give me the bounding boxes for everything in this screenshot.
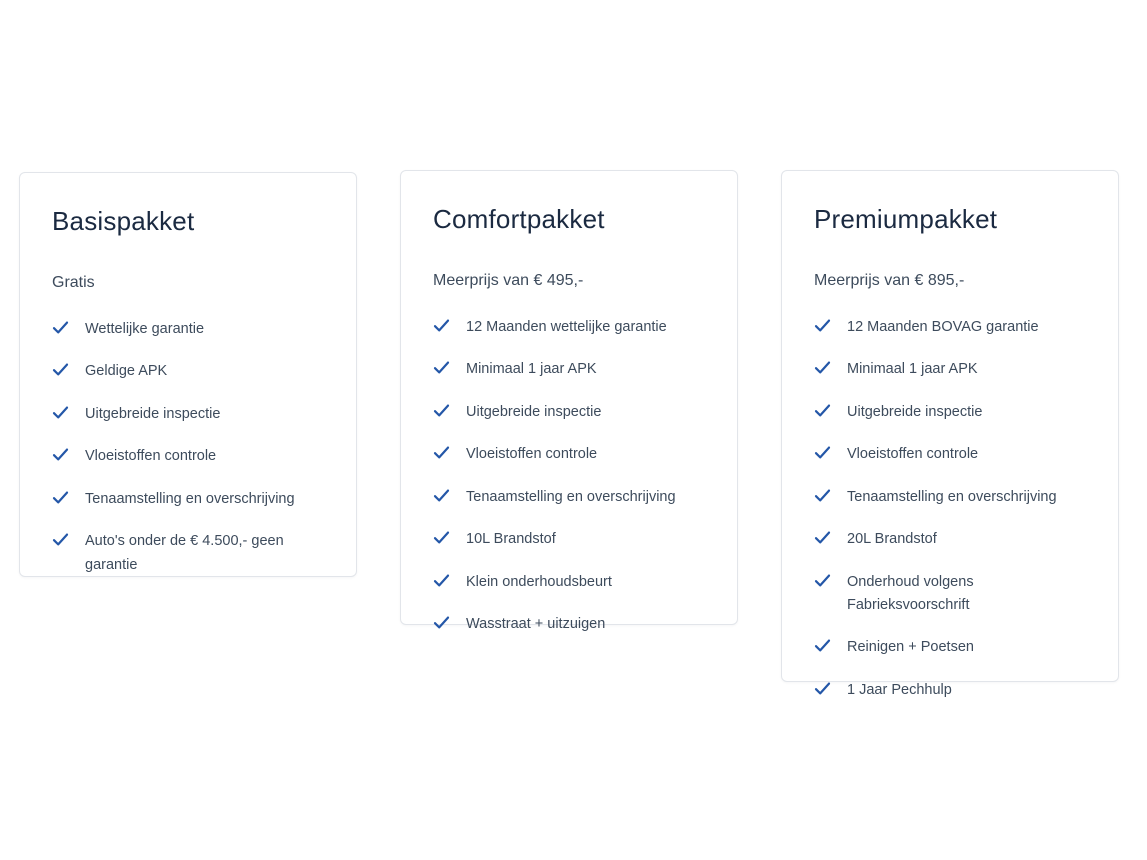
feature-label: Vloeistoffen controle (847, 446, 979, 463)
list-item (433, 358, 705, 381)
feature-label: Minimaal 1 jaar APK (466, 361, 597, 378)
feature-label: 10L Brandstof (466, 531, 556, 548)
check-icon (433, 614, 450, 631)
check-icon (433, 572, 450, 589)
check-icon (52, 404, 69, 421)
feature-label: Wasstraat + uitzuigen (466, 615, 606, 632)
check-icon (814, 680, 831, 697)
list-item (814, 443, 1086, 466)
check-icon (814, 487, 831, 504)
check-icon (433, 487, 450, 504)
check-icon (433, 444, 450, 461)
feature-label: Wettelijke garantie (85, 320, 205, 337)
list-item (52, 360, 324, 383)
package-card-comfort[interactable] (400, 170, 738, 632)
list-item (433, 571, 705, 594)
check-icon (52, 319, 69, 336)
list-item (814, 358, 1086, 381)
package-card-basis-body (20, 173, 356, 577)
feature-label: Klein onderhoudsbeurt (466, 573, 612, 590)
list-item (52, 403, 324, 426)
check-icon (52, 489, 69, 506)
package-price-comfort: Meerprijs van € 495,- (433, 271, 584, 289)
list-item (52, 445, 324, 468)
package-price-premium: Meerprijs van € 895,- (814, 271, 965, 289)
list-item (814, 528, 1086, 551)
package-price-basis: Gratis (52, 273, 95, 291)
feature-label: Auto's onder de € 4.500,- geen garantie (85, 533, 284, 573)
package-title-premium: Premiumpakket (814, 204, 998, 234)
feature-label: 20L Brandstof (847, 531, 937, 548)
list-item (814, 636, 1086, 659)
package-feature-list-basis (52, 318, 324, 577)
list-item (814, 679, 1086, 702)
check-icon (814, 444, 831, 461)
feature-label: Uitgebreide inspectie (85, 405, 221, 422)
feature-label: 12 Maanden BOVAG garantie (847, 318, 1039, 335)
package-feature-list-comfort (433, 316, 705, 637)
list-item (814, 316, 1086, 339)
list-item (52, 488, 324, 511)
list-item (433, 528, 705, 551)
list-item (433, 443, 705, 466)
feature-label: Uitgebreide inspectie (466, 403, 602, 420)
feature-label: Tenaamstelling en overschrijving (466, 488, 676, 505)
feature-label: 1 Jaar Pechhulp (847, 681, 952, 698)
check-icon (433, 529, 450, 546)
package-feature-list-premium (814, 316, 1086, 703)
check-icon (52, 361, 69, 378)
feature-label: Tenaamstelling en overschrijving (85, 490, 295, 507)
feature-label: Geldige APK (85, 363, 168, 380)
feature-label: Minimaal 1 jaar APK (847, 361, 978, 378)
check-icon (814, 529, 831, 546)
check-icon (814, 359, 831, 376)
feature-label: 12 Maanden wettelijke garantie (466, 318, 667, 335)
list-item (814, 486, 1086, 509)
list-item (433, 613, 705, 636)
check-icon (814, 317, 831, 334)
package-card-premium[interactable] (781, 170, 1119, 698)
list-item (52, 530, 324, 577)
feature-label: Uitgebreide inspectie (847, 403, 983, 420)
check-icon (814, 572, 831, 589)
package-card-premium-body (782, 171, 1118, 702)
list-item (52, 318, 324, 341)
list-item (433, 401, 705, 424)
check-icon (433, 402, 450, 419)
package-card-comfort-body (401, 171, 737, 636)
list-item (433, 486, 705, 509)
list-item (814, 401, 1086, 424)
package-title-basis: Basispakket (52, 206, 195, 236)
check-icon (52, 531, 69, 548)
package-title-comfort: Comfortpakket (433, 204, 605, 234)
feature-label: Vloeistoffen controle (85, 448, 217, 465)
feature-label: Vloeistoffen controle (466, 446, 598, 463)
check-icon (52, 446, 69, 463)
check-icon (814, 402, 831, 419)
list-item (814, 571, 1086, 618)
list-item (433, 316, 705, 339)
feature-label: Reinigen + Poetsen (847, 639, 974, 656)
check-icon (814, 637, 831, 654)
check-icon (433, 317, 450, 334)
feature-label: Tenaamstelling en overschrijving (847, 488, 1057, 505)
package-card-basis[interactable] (19, 172, 357, 577)
check-icon (433, 359, 450, 376)
feature-label: Onderhoud volgens Fabrieksvoorschrift (847, 573, 974, 613)
